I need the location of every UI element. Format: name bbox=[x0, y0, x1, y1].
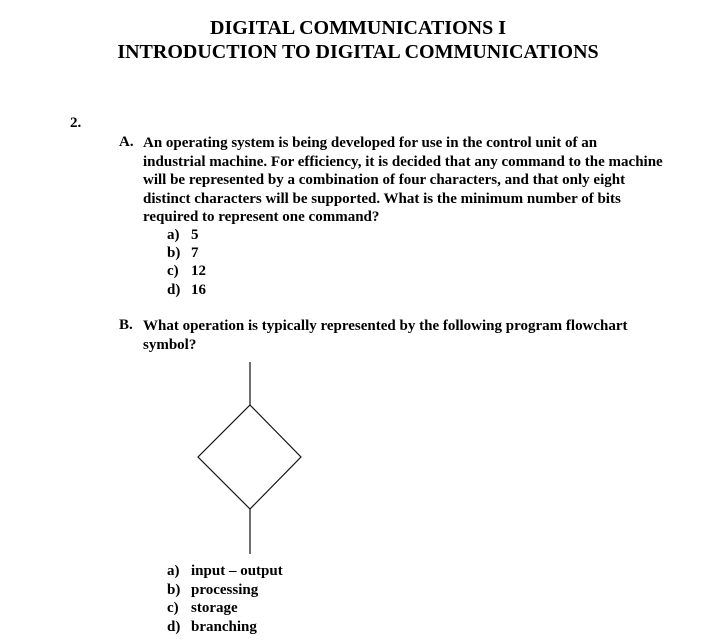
question-number: 2. bbox=[70, 115, 82, 131]
document-subtitle: INTRODUCTION TO DIGITAL COMMUNICATIONS bbox=[117, 41, 599, 63]
option-b: b) 7 bbox=[167, 245, 199, 262]
option-a: a) 5 bbox=[167, 227, 199, 243]
part-a-label: A. bbox=[119, 134, 134, 150]
option-c: c) storage bbox=[167, 600, 238, 616]
part-a-options bbox=[167, 226, 206, 299]
document-title: DIGITAL COMMUNICATIONS I bbox=[210, 17, 506, 39]
option-c: c) 12 bbox=[167, 263, 206, 280]
part-b-options bbox=[167, 562, 283, 636]
option-d: d) 16 bbox=[167, 281, 206, 298]
decision-diamond-shape bbox=[198, 405, 301, 509]
part-b-label: B. bbox=[119, 317, 133, 333]
option-d: d) branching bbox=[167, 618, 257, 635]
part-b-question: What operation is typically represented by the following program flowchart symbol? bbox=[143, 318, 628, 353]
option-b: b) processing bbox=[167, 581, 259, 598]
decision-diamond-symbol bbox=[140, 360, 360, 556]
option-a: a) input – output bbox=[167, 563, 283, 579]
part-a-question: An operating system is being developed for use in the control unit of an industrial machine. For efficiency, it is decided that any command to the machine will be represented by a combination of four characters, and that only eight distinct characters will be supported. What is the minimum number of bits required to represent one command? bbox=[143, 135, 663, 226]
